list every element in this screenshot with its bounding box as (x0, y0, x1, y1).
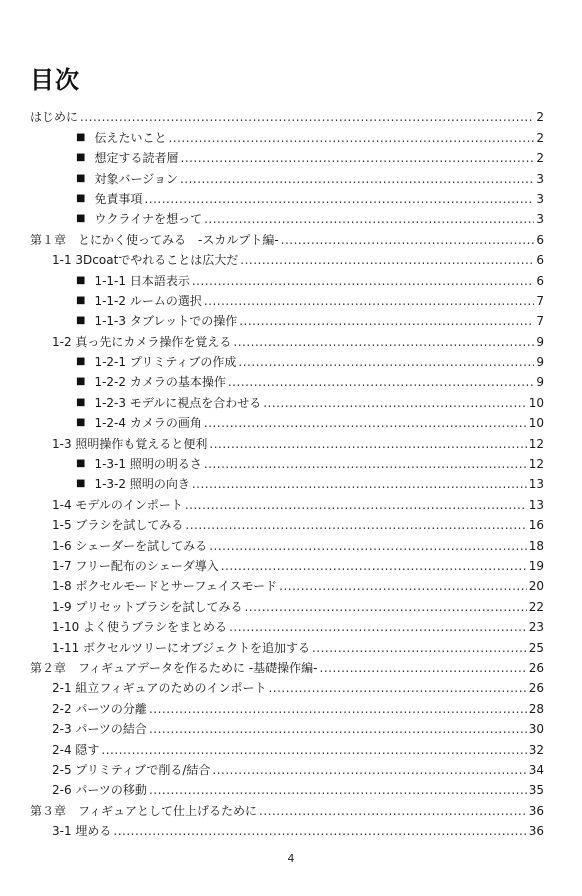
bullet-square-icon: ■ (76, 417, 86, 429)
dot-leader (240, 253, 534, 267)
dot-leader (185, 498, 527, 512)
dot-leader (209, 539, 527, 553)
toc-entry-page: 20 (528, 579, 544, 594)
toc-entry-page: 6 (536, 253, 544, 268)
toc-entry[interactable] (0, 655, 582, 675)
dot-leader (204, 212, 534, 226)
toc-entry-page: 7 (536, 314, 544, 329)
toc-entry[interactable] (0, 716, 582, 736)
toc-entry-page: 13 (528, 497, 544, 512)
bullet-square-icon: ■ (76, 152, 86, 164)
toc-entry-page: 36 (528, 803, 544, 818)
toc-entry-page: 22 (528, 599, 544, 614)
toc-entry-page: 34 (528, 762, 544, 777)
dot-leader (228, 375, 535, 389)
toc-entry[interactable] (0, 634, 582, 654)
dot-leader (312, 641, 527, 655)
toc-entry-page: 35 (528, 783, 544, 798)
toc-entry-page: 13 (528, 477, 544, 492)
toc-entry-page: 23 (528, 620, 544, 635)
dot-leader (192, 477, 527, 491)
toc-entry[interactable] (0, 471, 582, 491)
dot-leader (279, 579, 527, 593)
bullet-square-icon: ■ (76, 213, 86, 225)
toc-entry[interactable] (0, 614, 582, 634)
bullet-square-icon: ■ (76, 376, 86, 388)
toc-entry-label: 1-1-1 日本語表示 (94, 273, 190, 288)
toc-entry-label: 1-3-2 照明の向き (94, 477, 190, 492)
dot-leader (149, 702, 527, 716)
toc-entry[interactable] (0, 104, 582, 124)
dot-leader (180, 172, 534, 186)
dot-leader (149, 783, 527, 797)
toc-entry-label: 1-2-2 カメラの基本操作 (94, 375, 226, 390)
dot-leader (244, 600, 526, 614)
toc-entry-label: 1-6 シェーダーを試してみる (52, 538, 208, 553)
toc-entry[interactable] (0, 736, 582, 756)
dot-leader (204, 416, 527, 430)
toc-entry-label: 1-1-3 タブレットでの操作 (94, 314, 238, 329)
toc-entry[interactable] (0, 186, 582, 206)
toc-entry-label: はじめに (30, 110, 79, 125)
toc-entry-page: 19 (528, 558, 544, 573)
toc-entry-label: 第３章 フィギュアとして仕上げるために (30, 803, 258, 818)
bullet-square-icon: ■ (76, 356, 86, 368)
toc-entry-page: 16 (528, 518, 544, 533)
toc-entry-page: 7 (536, 293, 544, 308)
bullet-square-icon: ■ (76, 315, 86, 327)
toc-entry-label: 1-8 ボクセルモードとサーフェイスモード (52, 579, 278, 594)
toc-entry-page: 6 (536, 232, 544, 247)
toc-list (0, 104, 582, 838)
page-number: 4 (287, 852, 295, 865)
dot-leader (204, 457, 527, 471)
toc-entry-page: 9 (536, 355, 544, 370)
toc-entry[interactable] (0, 797, 582, 817)
toc-entry-label: 第１章 とにかく使ってみる -スカルプト編- (30, 232, 279, 247)
dot-leader (281, 233, 535, 247)
toc-entry-page: 2 (536, 130, 544, 145)
toc-entry[interactable] (0, 328, 582, 348)
toc-entry[interactable] (0, 349, 582, 369)
dot-leader (268, 681, 526, 695)
toc-entry[interactable] (0, 593, 582, 613)
toc-entry[interactable] (0, 532, 582, 552)
toc-entry-label: 1-4 モデルのインポート (52, 497, 183, 512)
toc-title: 目次 (30, 66, 80, 94)
toc-entry[interactable] (0, 247, 582, 267)
toc-entry-label: 1-10 よく使うブラシをまとめる (52, 620, 228, 635)
toc-entry-page: 10 (528, 395, 544, 410)
toc-entry[interactable] (0, 451, 582, 471)
dot-leader (233, 335, 534, 349)
dot-leader (101, 743, 526, 757)
dot-leader (238, 355, 534, 369)
bullet-square-icon: ■ (76, 396, 86, 408)
toc-entry[interactable] (0, 410, 582, 430)
bullet-square-icon: ■ (76, 131, 86, 143)
toc-entry[interactable] (0, 226, 582, 246)
toc-entry-label: 2-1 組立フィギュアのためのインポート (52, 681, 267, 696)
toc-entry[interactable] (0, 206, 582, 226)
toc-entry[interactable] (0, 288, 582, 308)
toc-entry-label: 1-3 照明操作も覚えると便利 (52, 436, 208, 451)
toc-entry[interactable] (0, 777, 582, 797)
toc-entry-page: 6 (536, 273, 544, 288)
toc-entry-page: 26 (528, 681, 544, 696)
bullet-square-icon: ■ (76, 478, 86, 490)
toc-entry-label: 1-5 ブラシを試してみる (52, 518, 184, 533)
toc-entry-label: 3-1 埋める (52, 824, 112, 839)
dot-leader (192, 274, 535, 288)
toc-entry-page: 26 (528, 660, 544, 675)
toc-entry[interactable] (0, 818, 582, 838)
bullet-square-icon: ■ (76, 192, 86, 204)
toc-entry-label: 1-7 フリー配布のシェーダ導入 (52, 558, 219, 573)
toc-entry-label: 想定する読者層 (94, 151, 179, 166)
toc-entry-label: 免責事項 (94, 191, 143, 206)
bullet-square-icon: ■ (76, 294, 86, 306)
dot-leader (185, 518, 526, 532)
bullet-square-icon: ■ (76, 172, 86, 184)
toc-entry-page: 12 (528, 457, 544, 472)
dot-leader (320, 661, 527, 675)
toc-entry[interactable] (0, 512, 582, 532)
toc-entry-label: 伝えたいこと (94, 130, 167, 145)
toc-entry-page: 9 (536, 375, 544, 390)
dot-leader (209, 437, 526, 451)
toc-entry[interactable] (0, 369, 582, 389)
toc-entry-label: 2-6 パーツの移動 (52, 783, 147, 798)
toc-entry-label: ウクライナを想って (94, 212, 203, 227)
toc-entry[interactable] (0, 308, 582, 328)
toc-entry-page: 9 (536, 334, 544, 349)
toc-entry-page: 36 (528, 824, 544, 839)
toc-entry[interactable] (0, 389, 582, 409)
dot-leader (180, 151, 534, 165)
toc-entry[interactable] (0, 757, 582, 777)
toc-entry-page: 28 (528, 701, 544, 716)
toc-entry-page: 30 (528, 722, 544, 737)
toc-entry-label: 1-11 ボクセルツリーにオブジェクトを追加する (52, 640, 310, 655)
dot-leader (144, 192, 534, 206)
toc-entry-page: 3 (536, 191, 544, 206)
toc-entry[interactable] (0, 553, 582, 573)
toc-entry[interactable] (0, 430, 582, 450)
toc-entry-page: 3 (536, 212, 544, 227)
dot-leader (113, 824, 526, 838)
dot-leader (168, 131, 534, 145)
toc-entry[interactable] (0, 491, 582, 511)
toc-entry-label: 1-2 真っ先にカメラ操作を覚える (52, 334, 232, 349)
toc-entry[interactable] (0, 267, 582, 287)
dot-leader (229, 620, 527, 634)
toc-entry-page: 2 (536, 110, 544, 125)
toc-entry-page: 32 (528, 742, 544, 757)
toc-entry-page: 3 (536, 171, 544, 186)
toc-entry-label: 1-2-3 モデルに視点を合わせる (94, 395, 262, 410)
toc-entry-label: 1-9 プリセットブラシを試してみる (52, 599, 243, 614)
toc-entry[interactable] (0, 145, 582, 165)
toc-entry[interactable] (0, 675, 582, 695)
dot-leader (263, 396, 526, 410)
toc-entry-label: 1-1 3Dcoatでやれることは広大だ (52, 253, 239, 268)
toc-entry-label: 対象バージョン (94, 171, 178, 186)
bullet-square-icon: ■ (76, 274, 86, 286)
toc-entry-page: 18 (528, 538, 544, 553)
dot-leader (221, 559, 527, 573)
dot-leader (80, 110, 534, 124)
toc-entry-label: 2-4 隠す (52, 742, 100, 757)
toc-entry-page: 10 (528, 416, 544, 431)
dot-leader (239, 314, 534, 328)
toc-entry[interactable] (0, 695, 582, 715)
toc-entry-label: 1-3-1 照明の明るさ (94, 457, 202, 472)
dot-leader (149, 722, 527, 736)
toc-entry-page: 12 (528, 436, 544, 451)
toc-entry-label: 2-5 プリミティブで削る/結合 (52, 762, 211, 777)
toc-entry-label: 2-2 パーツの分離 (52, 701, 147, 716)
toc-entry[interactable] (0, 124, 582, 144)
dot-leader (212, 763, 526, 777)
toc-entry-label: 1-2-4 カメラの画角 (94, 416, 202, 431)
dot-leader (259, 804, 527, 818)
toc-entry-label: 1-2-1 プリミティブの作成 (94, 355, 237, 370)
toc-entry[interactable] (0, 165, 582, 185)
toc-entry-page: 25 (528, 640, 544, 655)
dot-leader (204, 294, 535, 308)
toc-entry-label: 2-3 パーツの結合 (52, 722, 147, 737)
toc-entry-page: 2 (536, 151, 544, 166)
toc-entry-label: 1-1-2 ルームの選択 (94, 293, 202, 308)
bullet-square-icon: ■ (76, 458, 86, 470)
toc-entry[interactable] (0, 573, 582, 593)
toc-entry-label: 第２章 フィギュアデータを作るために -基礎操作編- (30, 660, 318, 675)
